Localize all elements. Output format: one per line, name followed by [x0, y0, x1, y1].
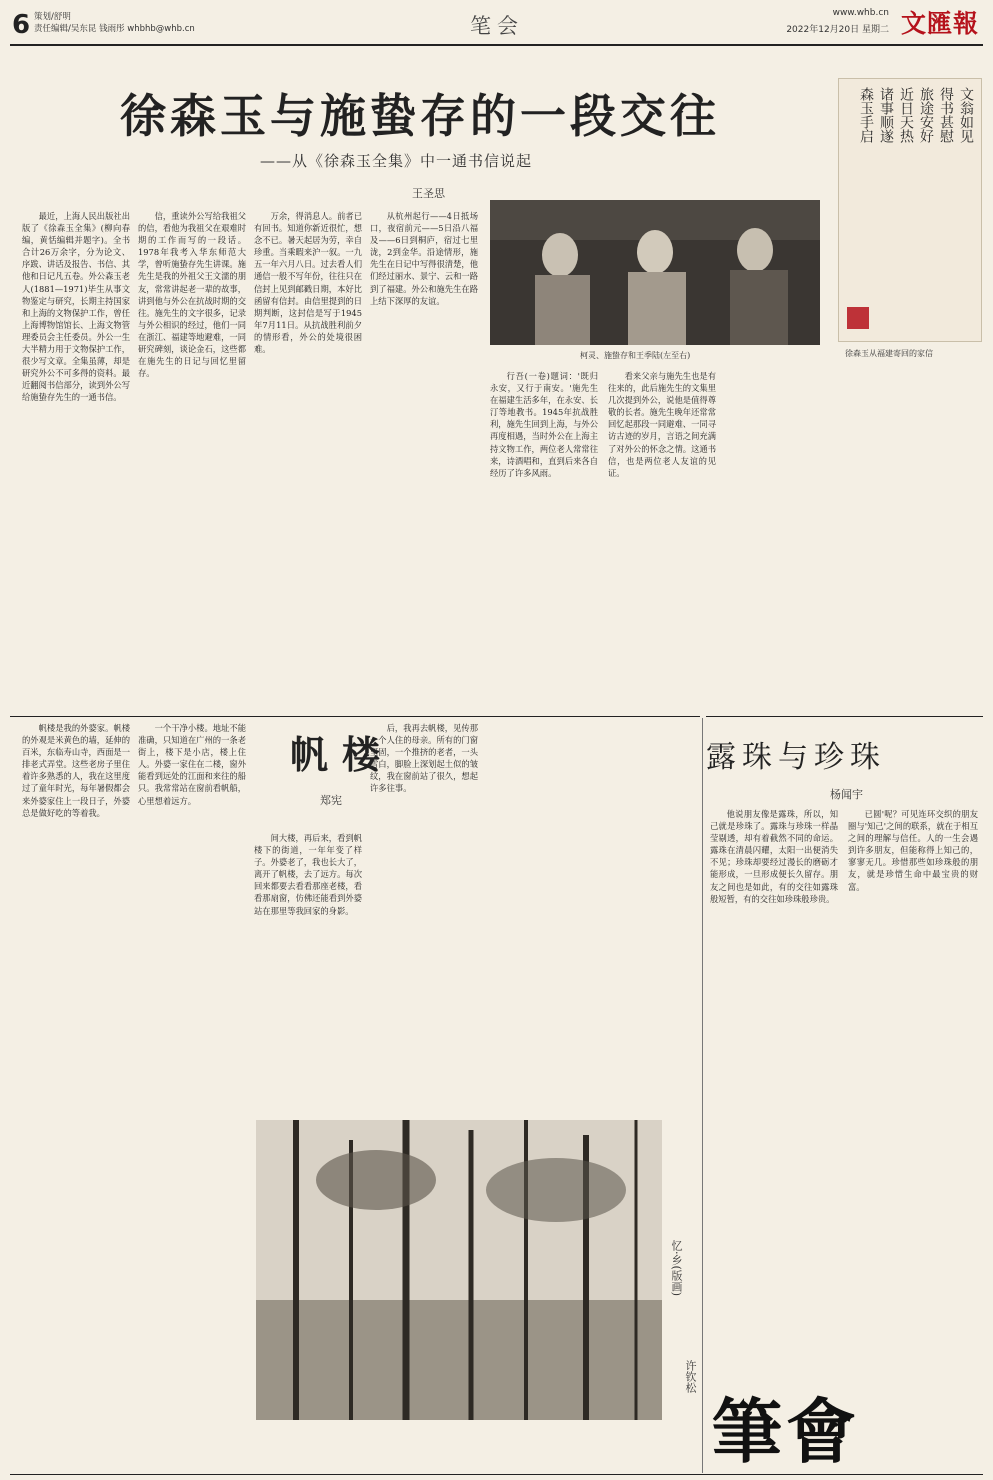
- article1-col4: 从杭州起行——4日抵场口，夜宿前元——5日沿八福及——6日到桐庐，宿过七里泷，2到金华。沿途情形，施先生在日记中写得很清楚，他们经过丽水、景宁、云和一路到了福建。外公和施先生在路上结下深厚的友谊。: [370, 211, 478, 306]
- article1-col3: 万余，得消息人。前者已有回书。知道你新近很忙，想念不已。暑天起居为劳，幸自珍重。当乘暇来沪一叙。一九五一年六月八日。过去看人们通信一般不写年份，往往只在信封上见到邮戳日期，本好比函留有信封。由信里提到的日期判断，这封信是写于1945年7月11日。从抗战胜利前夕的情形看，外公的处境很困难。: [254, 211, 362, 355]
- three-elders-photo: [490, 200, 820, 345]
- column-divider: [702, 718, 703, 1473]
- column-calligraphy-logo: 筆會: [712, 1390, 860, 1473]
- woodcut-print: [256, 1120, 662, 1420]
- article2-col2: 一个干净小楼。地址不能准确，只知道在广州的一条老街上，楼下是小店，楼上住人。外婆一家住在二楼，窗外能看到远处的江面和来往的船只。我常常站在窗前看帆船，心里想着远方。: [138, 723, 246, 806]
- issue-date: 2022年12月20日 星期二: [786, 25, 889, 35]
- page-header: [0, 0, 993, 46]
- article2-col3: 间大楼，再后来，看到帆楼下的街道，一年年变了样子。外婆老了，我也长大了，离开了帆楼，去了远方。每次回来都要去看看那座老楼，看看那扇窗，仿佛还能看到外婆站在那里等我回家的身影。: [254, 833, 362, 916]
- website[interactable]: www.whb.cn: [832, 8, 889, 18]
- footer-rule: [10, 1474, 983, 1475]
- article3-col2: 已圆'呢？可见连环交织的朋友圈与'知己'之间的联系，就在于相互之间的理解与信任。人的一生会遇到许多朋友，但能称得上知己的，寥寥无几。珍惜那些如珍珠般的朋友，就是珍惜生命中最宝贵的财富。: [848, 809, 978, 892]
- article3-col1: 他说朋友像是露珠，所以，知己就是珍珠了。露珠与珍珠一样晶莹剔透，却有着截然不同的命运。露珠在清晨闪耀，太阳一出便消失不见；珍珠却要经过漫长的磨砺才能形成，一旦形成便长久留存。朋友之间也是如此，有的交往如露珠般短暂，有的交往如珍珠般珍贵。: [710, 809, 838, 904]
- article1-col2: 信，重读外公写给我祖父的信，看他为我祖父在艰难时期的工作而写的一段话。1978年我考入华东师范大学，曾听施蛰存先生讲课。施先生是我的外祖父王文濡的朋友，常常讲起老一辈的故事，讲到他与外公在抗战时期的交往。施先生的文字很多，记录与外公相识的经过，他们一同在浙江、福建等地避难，一同研究碑刻，谈论金石，这些都在施先生的日记与回忆里留存。: [138, 211, 246, 379]
- article1-photo: [490, 200, 820, 345]
- article1-col5: 行吾(一卷)题词：'既归永安，又行于南安。'施先生在福建生活多年，在永安、长汀等地教书。1945年抗战胜利，施先生回到上海，与外公再度相遇，当时外公在上海主持文物工作，两位老人常常往来，诗酒唱和，直到后来各自经历了许多风雨。: [490, 371, 598, 478]
- article1-author: 王圣思: [412, 187, 445, 200]
- photo-caption: 柯灵、施蛰存和王季陆(左至右): [580, 351, 691, 360]
- article2-author: 郑宪: [320, 794, 342, 807]
- section-divider: [706, 716, 983, 717]
- article3-author: 杨闻宇: [830, 788, 863, 801]
- article1-subtitle: ——从《徐森玉全集》中一通书信说起: [260, 152, 533, 170]
- planner-line: 策划/舒明: [34, 12, 71, 22]
- handwritten-letter-image: [838, 78, 982, 342]
- red-seal: [847, 307, 869, 329]
- letter-script-column: 近日天热: [898, 87, 914, 143]
- woodcut-artist: 许钦松: [684, 1360, 697, 1393]
- masthead-logo: 文匯報: [900, 9, 979, 38]
- section-divider: [10, 716, 700, 717]
- article1-title: 徐森玉与施蛰存的一段交往: [120, 89, 720, 143]
- article1-col6: 看来父亲与施先生也是有往来的，此后施先生的文集里几次提到外公，说他是值得尊敬的长者。施先生晚年还常常回忆起那段一同避难、一同寻访古迹的岁月，言语之间充满了对外公的怀念之情。这通书信，也是两位老人友谊的见证。: [608, 371, 716, 478]
- article2-title: 帆楼: [290, 732, 395, 777]
- article1-col1: 最近，上海人民出版社出版了《徐森玉全集》(柳向春编，黄恬编辑并题字)。全书合计26万余字，分为论文、序跋、讲话及报告、书信、其他和日记凡五卷。外公森玉老人(1881—1971)毕生从事文物鉴定与研究，长期主持国家和上海的文物保护工作，曾任上海博物馆馆长、上海文物管理委员会主任委员。外公一生大半精力用于文物保护工作，很少写文章。全集虽薄，却是研究外公不可多得的资料。最近翻阅书信部分，读到外公写给施蛰存先生的一通书信。: [22, 211, 130, 403]
- letter-script-column: 诸事顺遂: [878, 87, 894, 143]
- article2-col1: 帆楼是我的外婆家。帆楼的外观是米黄色的墙，延伸的百米，东临寿山寺，西面是一排老式弄堂。这些老房子里住着许多熟悉的人，我在这里度过了童年时光，每年暑假都会来外婆家住上一段日子，外婆总是做好吃的等着我。: [22, 723, 130, 818]
- article2-col4: 后，我再去帆楼，见传那一个人住的母亲。所有的门窗坚固，一个推挤的老者，一头雪白，脚脸上深划起土似的皱纹，我在窗前站了很久，想起许多往事。: [370, 723, 478, 794]
- header-rule: [10, 44, 983, 46]
- letter-script-column: 旅途安好: [918, 87, 934, 143]
- article3-title: 露珠与珍珠: [706, 740, 886, 775]
- woodcut-caption: 忆·乡(版画): [670, 1240, 683, 1297]
- editor-line: 责任编辑/吴东昆 钱雨彤 whbhb@whb.cn: [34, 24, 195, 34]
- letter-script-column: 文翁如见: [958, 87, 974, 143]
- section-title: 笔会: [470, 14, 524, 38]
- letter-script-column: 森玉手启: [858, 87, 874, 143]
- letter-script-column: 得书甚慰: [938, 87, 954, 143]
- page-number: 6: [12, 10, 31, 40]
- letter-caption: 徐森玉从福建寄回的家信: [845, 349, 933, 358]
- pine-forest-art: [256, 1120, 662, 1420]
